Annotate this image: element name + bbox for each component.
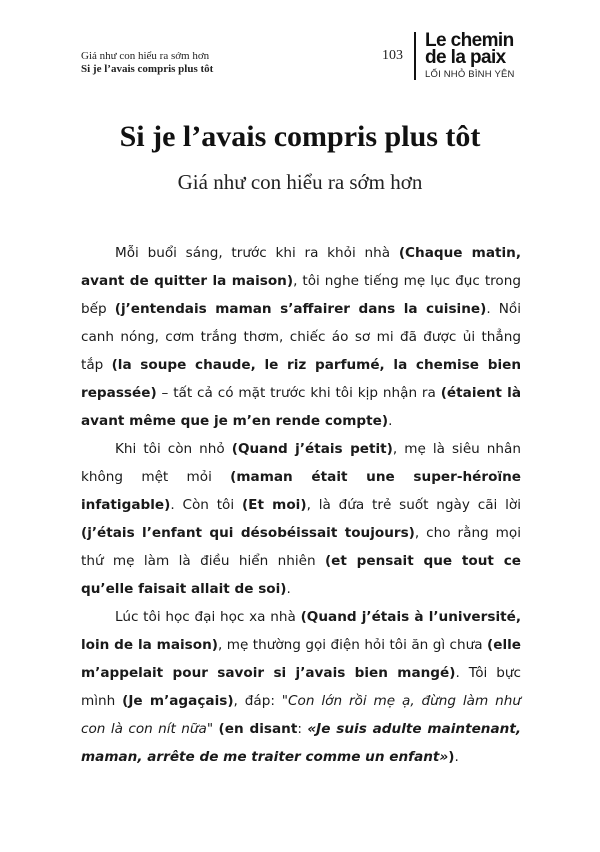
paragraph-2: Khi tôi còn nhỏ (Quand j’étais petit), mẹ là siêu nhân không mệt mỏi (maman était une super-héroïne infatigable). Còn tôi (Et moi), là đứa trẻ suốt ngày cãi lời (j’étais l’enfant qui désobéissait toujours), cho rằng mọi thứ mẹ làm là điều hiển nhiên (et pensait que tout ce qu’elle faisait allait de soi). <box>81 441 522 597</box>
brand-logo <box>414 32 515 80</box>
chapter-subtitle: Giá như con hiểu ra sớm hơn <box>177 170 423 194</box>
running-header-vi-title: Giá như con hiểu ra sớm hơn <box>81 50 210 62</box>
paragraph-3: Lúc tôi học đại học xa nhà (Quand j’étais à l’université, loin de la maison), mẹ thường gọi điện hỏi tôi ăn gì chưa (elle m’appelait pour savoir si j’avais bien mangé). Tôi bực mình (Je m’agaçais), đáp: "Con lớn rồi mẹ ạ, đừng làm như con là con nít nữa" (en disant: «Je suis adulte maintenant, maman, arrête de me traiter comme un enfant»). <box>81 609 521 765</box>
brand-title-line1: Le chemin <box>425 30 514 51</box>
chapter-title: Si je l’avais compris plus tôt <box>119 120 481 153</box>
brand-subtitle: LỐI NHỎ BÌNH YÊN <box>425 69 515 80</box>
brand-title-line2: de la paix <box>425 47 506 68</box>
running-header-fr-title: Si je l’avais compris plus tôt <box>81 63 214 75</box>
running-header <box>81 50 213 76</box>
body-text <box>81 239 521 771</box>
paragraph-1: Mỗi buổi sáng, trước khi ra khỏi nhà (Chaque matin, avant de quitter la maison), tôi nghe tiếng mẹ lục đục trong bếp (j’entendais maman s’affairer dans la cuisine). Nồi canh nóng, cơm trắng thơm, chiếc áo sơ mi đã được ủi thẳng tắp (la soupe chaude, le riz parfumé, la chemise bien repassée) – tất cả có mặt trước khi tôi kịp nhận ra (étaient là avant même que je m’en rende compte). <box>81 245 521 429</box>
page-number: 103 <box>382 48 403 63</box>
